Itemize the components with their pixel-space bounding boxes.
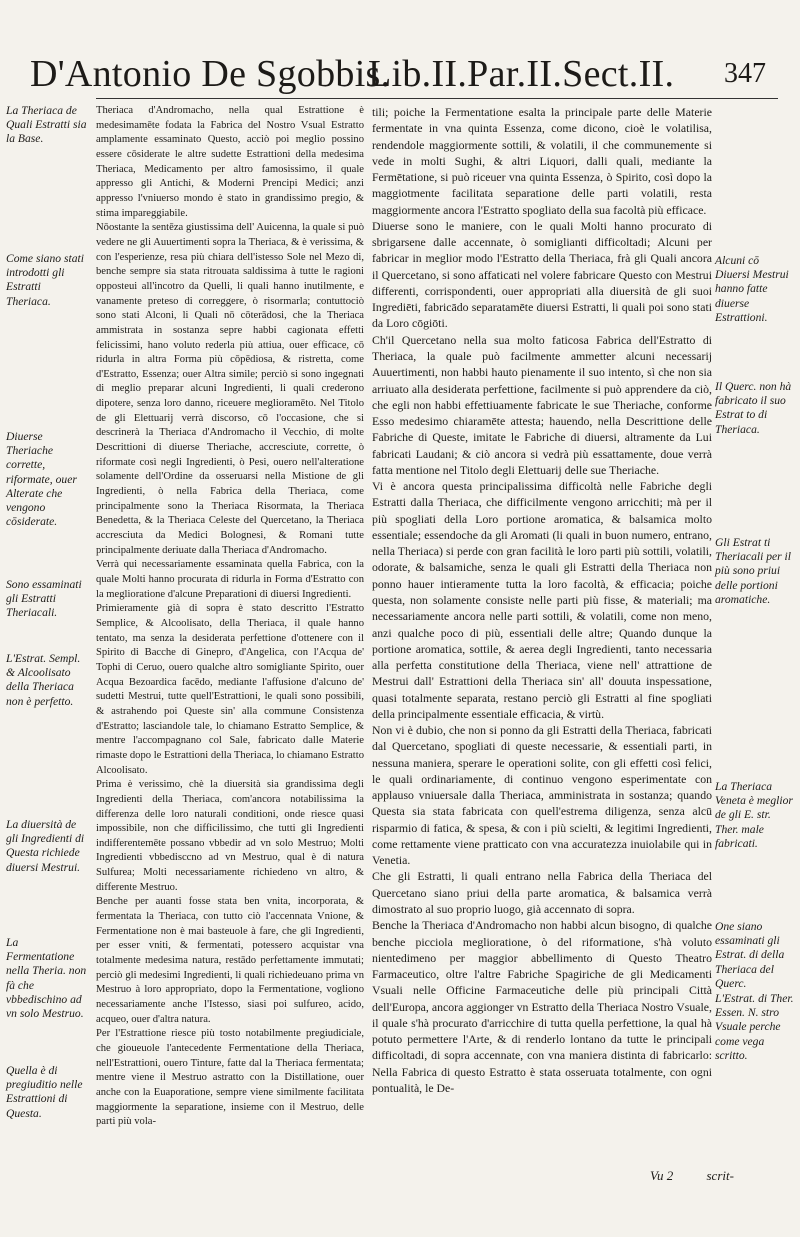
margin-note-right: Il Querc. non hà fabricato il suo Estrat to di Theriaca. [715,380,792,436]
margin-note-left: Sono essaminati gli Estratti Theriacali. [6,578,82,620]
paragraph: Benche per auanti fosse stata ben vnita, incorporata, & fermentata la Theriaca, con tutto ciò l'accennata Vnione, & Fermentatione non è mai basteuole à fare, che gli Ingredienti, per esser vniti, & fermentati, potessero acquistar vna totalmente medesima natura, restādo perfettamente immutati; perciò gli medesimi Ingredienti, li quali richiedeuano prima vn Mestruo à loro appropriato, dopo la Fermentatione, vogliono necessariamente anche l'Istesso, siasi poi sulfureo, acido, acqueo, ouer d'altra natura. [96,896,364,1025]
margin-note-right: La Theriaca Veneta è meglior de gli E. str. Ther. male fabricati. [715,780,793,850]
paragraph: Che gli Estratti, li quali entrano nella Fabrica della Theriaca del Quercetano siano priui della parte aromatica, & balsamica verrà dimostrato al suo proprio luogo, già accennato di sopra. [372,869,712,917]
margin-note-left: La diuersità de gli Ingredienti di Questa richiede diuersi Mestrui. [6,818,85,874]
paragraph: Non vi è dubio, che non si ponno da gli Estratti della Theriaca, fabricati dal Quercetano, spogliati di queste necessarie, & essentiali parti, in nessuna maniera, sperare le operationi solite, con gli effetti così felici, le quali ordinariamente, di continuo vengono esperimentate con applauso vniuersale dalla Theriaca, amministrata in sostanza; quando Questa sia stata fabricata con quell'estrema diligenza, senza alcū risparmio di fatica, & spesa, & con i più scielti, & legitimi Ingredienti, come rettamente viene pratticato con vna accuratezza inuiolabile qui in Venetia. [372,723,712,868]
paragraph: Vi è ancora questa principalissima difficoltà nelle Fabriche degli Estratti dalla Theriaca, che difficilmente vengono arricchiti; mà per il più spogliati della Loro portione aromatica, & balsamica molto essentiale; essendoche da gli Aromati (li quali in buon numero, entrano, nella Theriaca) si perde con gran facilità le loro parti più sottili, volatili, odorate, & balsamiche, senza le quali gli Estratti della Theriaca non ponno hauer intieramente tutta la loro facoltà, & efficacia; poiche questa, non solamente consiste nelle parti più fisse, & materiali; ma necessariamente ancora nelle parti sottili, & volatili, come non meno, anzi qualche poco di più, essentiali delle altre; Quando dunque la portione aromatica, sottile, & aerea degli Ingredienti, tanto necessaria alla perfetta constitutione della Theriaca, viene nell' attrattione de Mestrui dall' Estrattioni della Theriaca sin' all' douuta inspessatione, quasi totalmente separata, restano perciò gli Estratti al fine spogliati della principalmente essentiale efficacia, & virtù. [372,479,712,721]
right-text-column [372,104,712,1096]
header-author: D'Antonio De Sgobbis. [30,53,391,95]
paragraph: Prima è verissimo, chè la diuersità sia grandissima degli Ingredienti della Theriaca, com'ancora notabilissima la differenza delle loro naturali conditioni, onde riesce quasi impossibile, non che difficilissimo, che tutti gli Ingredienti indifferentemēte possano vbbedir ad vn solo Mestruo; Molti Ingredienti vbbedisccno ad vn Mestruo, qual è di natura Sulfurea; Molti necessariamente richiedeno vn altro, & differente Mestruo. [96,779,364,893]
paragraph: Theriaca d'Andromacho, nella qual Estrattione è medesimamēte fodata la Fabrica del Nostro Vsual Estratto amplamente essaminato Questo, acciò poi meglio possino essere cōsiderate le altre sudette Estrattioni della medesima Theriaca, Medicamento per altro famosissimo, il quale appresso gli Antichi, & Moderni Prencipi Medici; anzi appresso l'vniuerso mondo è stato in grandissimo pregio, & stima impareggiabile. [96,105,364,219]
paragraph: Nōostante la sentēza giustissima dell' Auicenna, la quale si può vedere ne gli Auuertimenti sopra la Theriaca, & è verissima, & con l'esperienze, resa più chiara dell'istesso Sole nel Mezo di, benche sempre sia stata ritrouata saldissima à tutte le ragioni opposteui all'incotro da Quelli, li quali hanno inutilmente, e vanamente preteso di correggere, ò risormarla; contuttociò sono stati Alconi, li Quali nō cōterādosi, che la Theriaca ammistrata in sostanza sepre habbi cagionata effetti felicissimi, hano voluto rederla più attiua, ouer efficace, cō ridurla in altra Forma più cōpēdiosa, & ristretta, come d'Estratto, Essenza; ouer Altra simile; perciò si sono ingegnati di meglio preparar alcuni Ingredienti, li quali crederono dipotere, senza loro danno, riceuere meglioramēto. Nel Titolo de gli Elettuarij verrà discorso, cō l'occasione, che si descrinerà la Theriaca d'Andromacho il Vecchio, di molte Descrittioni di diuerse Theriache, accresciute, corrette, ò riformate così negli Ingredienti, ò Pesi, ouero nell'alteratione solamente dell'Ordine da osseruarsi nella Mistione de gli Ingredienti, ò nella Fabrica della Theriaca, come principalmente sono la Theriaca Risormata, la Theriaca Benedetta, & la Theriaca Celeste del Quercetano, la Theriaca accresciuta da Medici Bolognesi, & Romani tutte principalmente deriuate dalla Theriaca d'Andromacho. [96,222,364,556]
paragraph: Ch'il Quercetano nella sua molto faticosa Fabrica dell'Estratto di Theriaca, la quale può facilmente ammetter alcuni necessarij Auuertimenti, non habbi hauto pienamente il suo intento, sì che non sia arriuato alla desiderata perfettione, facilmente si può apprendere da ciò, che egli non habbi effettiuamente fabricate le sue Theriache, conforme Esso medesimo chiaramēte attesta; hauendo, nella Descrittione delle Fabriche di Queste, imitate le Fabriche di diuersi, altramente da Lui fabricati Laudani; & ciò ancora si vedrà più essattamente, doue verrà fatta mentione nel Titolo degli Elettuarij delle sue Theriache. [372,332,712,477]
page-number: 347 [724,58,766,89]
catchword: scrit- [706,1168,734,1183]
paragraph: Diuerse sono le maniere, con le quali Molti hanno procurato di sbrigarsene dalle accennate, ò somiglianti difficoltadi; Alcuni per fabricar in meglior modo l'Estratto della Theriaca, frà gli Quali ancora il Quercetano, si sono affaticati nel volere fabricare Questo con Mestrui differenti, corrispondenti, ouer appropriati alla diuersità de gli suoi Ingrediēti, fabricādo separatamēte diuersi Estratti, li quali poi sono stati da Loro cōgiōti. [372,218,712,331]
margin-note-right: Alcuni cō Diuersi Mestrui hanno fatte diuerse Estrattioni. [715,254,789,324]
margin-note-left: La Fermentatione nella Theria. non fà che vbbedischino ad vn solo Mestruo. [6,936,87,1021]
left-text-column [96,104,364,1130]
paragraph: Per l'Estrattione riesce più tosto notabilmente pregiudiciale, che gioueuole l'antecedente Fermentatione della Theriaca, nell'Estrattioni, ouero Tinture, fatte dal la Theriaca fermentata; mentre viene il Mestruo astratto con la Distillatione, ouer anche con la Euaporatione, sempre viene similmente facilitata maggiormente la separatione, insieme con il Mestruo, delle parti più vola- [96,1028,364,1128]
paragraph: Verrà qui necessariamente essaminata quella Fabrica, con la quale Molti hanno procurata di ridurla in Forma d'Estratto con la meglioratione d'alcune Preparationi di diuersi Ingredienti. [96,559,364,600]
margin-note-left: Quella è di pregiuditio nelle Estrattioni di Questa. [6,1064,83,1120]
margin-note-left: La Theriaca de Quali Estratti sia la Base. [6,104,87,146]
margin-note-left: Diuerse Theriache corrette, riformate, ouer Alterate che vengono cōsiderate. [6,430,77,529]
margin-note-right: One siano essaminati gli Estrat. di della Theriaca del Querc. [715,920,785,990]
page-footer [650,1168,780,1184]
header-section: Lib.II.Par.II.Sect.II. [368,53,675,95]
margin-note-right: L'Estrat. di Ther. Essen. N. stro Vsuale perche come vega scritto. [715,992,794,1062]
header-rule [96,98,778,99]
signature-mark: Vu 2 [650,1168,674,1183]
margin-note-right: Gli Estrat ti Theriacali per il più sono priui delle portioni aromatiche. [715,536,791,606]
paragraph: Benche la Theriaca d'Andromacho non habbi alcun bisogno, di qualche benche picciola meglioratione, ò del riformatione, s'hà voluto nientedimeno per maggior abbellimento di Questo Theatro Farmaceutico, oltre l'altre Fabriche Spagiriche de gli Medicamenti Vsuali nelle Officine Farmaceutiche delle più principali Città dell'Europa, ancora aggionger vn Estratto della Theriaca Nostro Vsuale, il quale s'hà procurato d'arricchire di tutta quella perfettione, la qual hà potuto permettere l'Arte, & di renderlo lontano da tutte le principali difficoltadi, di sopra accennate, con vna maniera distinta di fabricarlo: Nella Fabrica di questo Estratto è stata osseruata totalmente, con ogni pontualità, le De- [372,918,712,1095]
running-header [30,52,770,112]
margin-note-left: L'Estrat. Sempl. & Alcoolisato della Theriaca non è perfetto. [6,652,81,708]
paragraph: Primieramente già di sopra è stato descritto l'Estratto Semplice, & Alcoolisato, della Theriaca, il quale hanno tentato, ma senza la desiderata perfettione d'ottenere con il Spirito di Bacche di Ginepro, d'Angelica, con l'Acqua de' Tophi di Ceruo, ouero qualche altro somigliante Spirito, ouer Acqua Bezoardica facēdo, mediante l'affusione d'alcuno de' sudetti Mestrui, tutte quell'Estrattioni, le quali sono possibili, & astrahendo poi Queste sin' alla commune Consistenza d'Estratto; lasciandole tale, lo chiamano Estratto Semplice, & mentre l'accompagnano col Sale, fabricato dalle Materie rimaste dopo le Estrattioni della Theriaca, lo chiamano Estratto Alcoolisato. [96,603,364,776]
paragraph: tili; poiche la Fermentatione esalta la principale parte delle Materie fermentate in vna quinta Essenza, come dicono, cioè le volatilisa, rendendole maggiormente sottili, & volatili, il che communemente si vede in molti Sughi, & altri Liquori, dalli quali, mediante la Fermētatione, si può riceuer vna quinta Essenza, ò Spirito, così dopo la maggiotmente facilitata separatione delle parti volatili, resta maggiormente ancora l'Estratto spogliato della sua facoltà più efficace. [372,105,712,217]
margin-note-left: Come siano stati introdotti gli Estratti Theriaca. [6,252,84,308]
